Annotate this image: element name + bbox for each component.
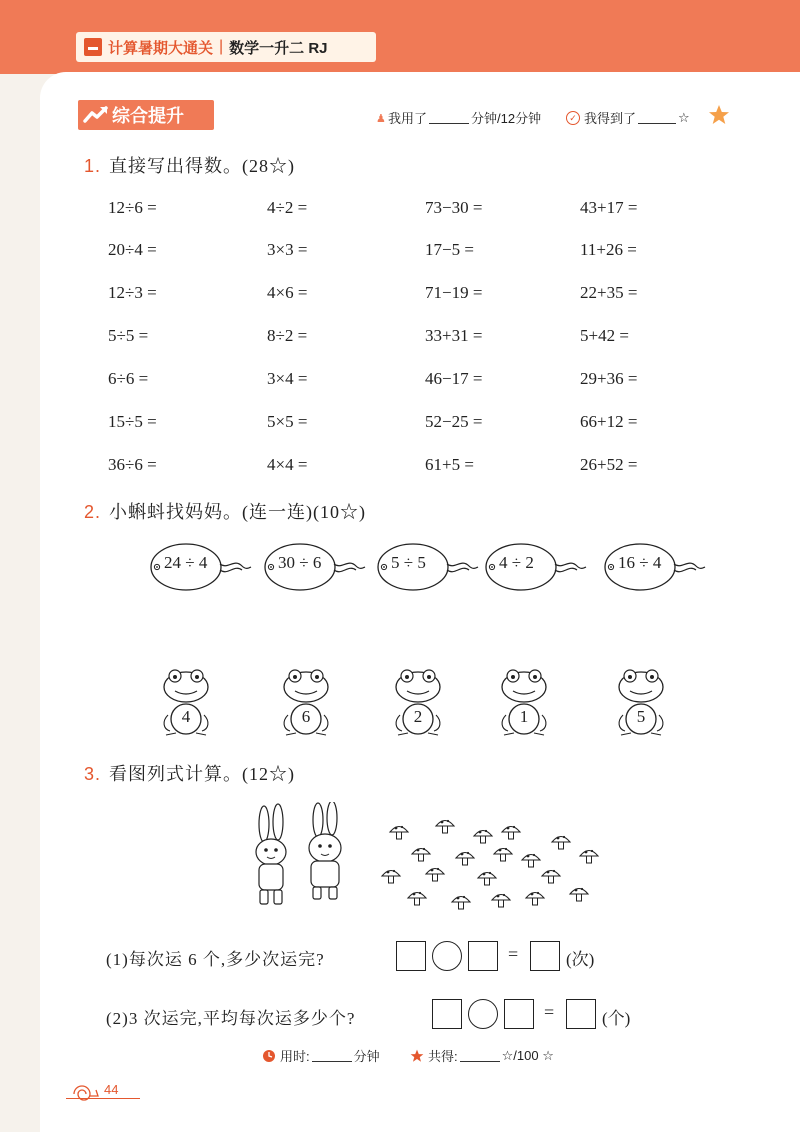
q1-equation: 12÷6 =	[108, 198, 157, 217]
q1-equation: 6÷6 =	[108, 369, 149, 388]
tadpole-expression: 5 ÷ 5	[391, 553, 426, 572]
q1-equation: 3×3 =	[267, 240, 308, 259]
answer-box[interactable]	[468, 941, 498, 971]
operator-circle[interactable]	[468, 999, 498, 1029]
q1-equation: 46−17 =	[425, 369, 483, 388]
frog[interactable]	[390, 665, 446, 746]
stars-got-unit: ☆	[678, 109, 690, 125]
page-sheet	[40, 72, 800, 1132]
tadpole[interactable]	[375, 540, 479, 599]
check-icon: ✓	[566, 111, 580, 125]
time-used-blank[interactable]	[429, 111, 469, 124]
q1-equation: 22+35 =	[580, 283, 638, 302]
grade-label: 数学一升二 RJ	[229, 39, 328, 57]
footer-total-unit: ☆/100 ☆	[501, 1047, 554, 1063]
tadpole[interactable]	[602, 540, 706, 599]
frog[interactable]	[158, 665, 214, 746]
q1-title-text: 直接写出得数。(28☆)	[109, 156, 296, 176]
header-separator: |	[219, 38, 224, 55]
q1-equation: 17−5 =	[425, 240, 474, 259]
equals-sign: =	[508, 944, 519, 964]
unit-label: (个)	[602, 1009, 631, 1028]
time-used	[376, 108, 541, 127]
answer-box[interactable]	[432, 999, 462, 1029]
q1-equation: 29+36 =	[580, 369, 638, 388]
frog-number: 5	[636, 707, 646, 726]
q1-equation: 4×6 =	[267, 283, 308, 302]
clock-icon	[262, 1049, 276, 1063]
q2-number: 2.	[84, 502, 102, 522]
stars-got	[566, 108, 690, 127]
unit-label: (次)	[566, 950, 595, 969]
q1-equation: 3×4 =	[267, 369, 308, 388]
q2-title	[84, 498, 366, 524]
star-icon	[708, 104, 730, 126]
q1-equation: 36÷6 =	[108, 455, 157, 474]
frog[interactable]	[496, 665, 552, 746]
frog-icon	[390, 665, 446, 741]
q1-equation: 26+52 =	[580, 455, 638, 474]
answer-box[interactable]	[530, 941, 560, 971]
q1-equation: 12÷3 =	[108, 283, 157, 302]
q1-equation: 61+5 =	[425, 455, 474, 474]
frog-number: 4	[181, 707, 191, 726]
footer-time	[262, 1046, 380, 1065]
footer-total	[410, 1046, 554, 1065]
frog-number: 1	[519, 707, 529, 726]
person-icon: ♟	[376, 112, 386, 125]
q3-title-text: 看图列式计算。(12☆)	[109, 764, 296, 784]
page-number-underline	[66, 1098, 140, 1099]
stars-got-blank[interactable]	[638, 111, 676, 124]
tadpole-expression: 24 ÷ 4	[164, 553, 208, 572]
q1-equation: 5÷5 =	[108, 326, 149, 345]
q1-equation: 4×4 =	[267, 455, 308, 474]
q3-sub2-text: (2)3 次运完,平均每次运多少个?	[106, 1009, 356, 1028]
q1-equation: 8÷2 =	[267, 326, 308, 345]
tadpole-expression: 4 ÷ 2	[499, 553, 534, 572]
q1-equation: 5×5 =	[267, 412, 308, 431]
section-tag	[78, 100, 214, 130]
q1-number: 1.	[84, 156, 102, 176]
q1-equation: 11+26 =	[580, 240, 637, 259]
book-icon	[84, 38, 102, 56]
frog-icon	[496, 665, 552, 741]
tadpole[interactable]	[483, 540, 587, 599]
page-number: 44	[104, 1082, 119, 1097]
section-tag-label: 综合提升	[112, 106, 184, 126]
q1-title	[84, 152, 295, 178]
trend-up-icon	[83, 105, 109, 125]
series-title: 计算暑期大通关	[108, 39, 214, 57]
footer-total-label: 共得:	[428, 1049, 458, 1064]
mushrooms-illustration	[375, 818, 615, 918]
frog-icon	[278, 665, 334, 741]
q3-sub1-text: (1)每次运 6 个,多少次运完?	[106, 950, 325, 969]
stars-got-label: 我得到了	[584, 111, 637, 126]
footer-time-label: 用时:	[280, 1049, 310, 1064]
q1-equation: 33+31 =	[425, 326, 483, 345]
operator-circle[interactable]	[432, 941, 462, 971]
q1-equation: 43+17 =	[580, 198, 638, 217]
footer-time-blank[interactable]	[312, 1049, 352, 1062]
answer-box[interactable]	[504, 999, 534, 1029]
footer-time-unit: 分钟	[353, 1049, 380, 1064]
time-used-unit: 分钟/12分钟	[471, 111, 542, 126]
equals-sign: =	[544, 1002, 555, 1022]
q1-equation: 15÷5 =	[108, 412, 157, 431]
q1-equation: 20÷4 =	[108, 240, 157, 259]
frog-number: 2	[413, 707, 423, 726]
tadpole-expression: 30 ÷ 6	[278, 553, 322, 572]
frog[interactable]	[278, 665, 334, 746]
answer-box[interactable]	[566, 999, 596, 1029]
tadpole[interactable]	[148, 540, 252, 599]
q1-equation: 5+42 =	[580, 326, 629, 345]
tadpole-expression: 16 ÷ 4	[618, 553, 662, 572]
answer-box[interactable]	[396, 941, 426, 971]
star-icon	[410, 1049, 424, 1063]
q3-number: 3.	[84, 764, 102, 784]
q1-equation: 71−19 =	[425, 283, 483, 302]
frog[interactable]	[613, 665, 669, 746]
q1-equation: 52−25 =	[425, 412, 483, 431]
q1-equation: 66+12 =	[580, 412, 638, 431]
tadpole[interactable]	[262, 540, 366, 599]
rabbits-illustration	[245, 802, 350, 914]
frog-number: 6	[301, 707, 311, 726]
q2-title-text: 小蝌蚪找妈妈。(连一连)(10☆)	[109, 502, 366, 522]
q1-equation: 4÷2 =	[267, 198, 308, 217]
time-used-label: 我用了	[388, 111, 428, 126]
footer-total-blank[interactable]	[460, 1049, 500, 1062]
q3-title	[84, 760, 295, 786]
frog-icon	[613, 665, 669, 741]
book-header	[76, 32, 376, 62]
frog-icon	[158, 665, 214, 741]
q1-equation: 73−30 =	[425, 198, 483, 217]
